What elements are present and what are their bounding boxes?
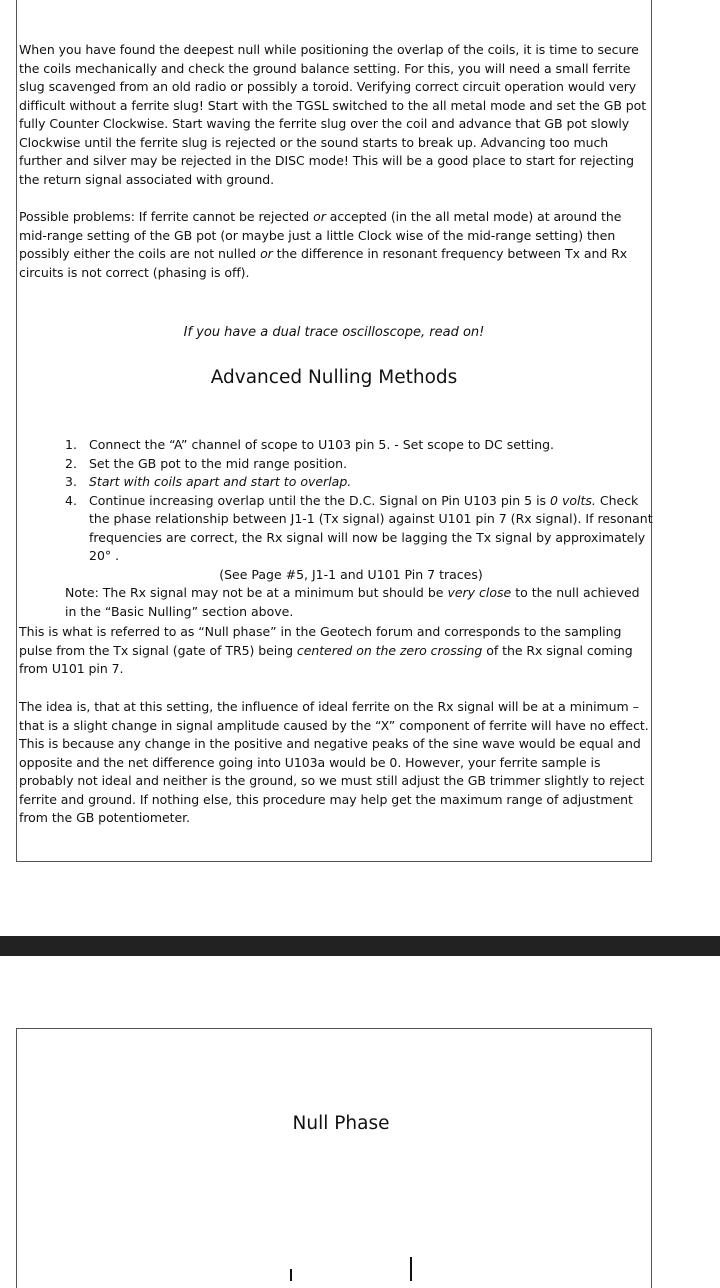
- page-reference: (See Page #5, J1-1 and U101 Pin 7 traces): [219, 566, 483, 582]
- step-text: Connect the “A” channel of scope to U103 pin 5. - Set scope to DC setting.: [89, 437, 555, 452]
- emphasis-or: or: [313, 209, 326, 224]
- steps-list: [65, 436, 653, 621]
- step-number: 3.: [65, 474, 77, 489]
- list-item: [65, 492, 653, 585]
- text-segment: Note: The Rx signal may not be at a minimum but should be: [65, 585, 448, 600]
- text-segment: accepted (in the all metal mode) at around the mid-range setting of the GB pot (or maybe just a little Clock wise of the mid-range setting) then possibly either the coils are not nulled: [19, 209, 622, 261]
- document-page: [16, 1028, 652, 1288]
- text-segment: the difference in resonant frequency between Tx and Rx circuits is not correct (phasing is off).: [19, 246, 628, 280]
- step-text: Continue increasing overlap until the the D.C. Signal on Pin U103 pin 5 is: [89, 492, 551, 508]
- step-number: 1.: [65, 437, 77, 452]
- emphasis-zero-volts: 0 volts.: [550, 492, 596, 508]
- list-item: [65, 436, 653, 455]
- list-item: [65, 473, 653, 492]
- emphasis-zero-crossing: centered on the zero crossing: [296, 642, 483, 658]
- section-heading: Advanced Nulling Methods: [210, 367, 458, 388]
- figure-trace-marker: [410, 1257, 412, 1281]
- step-text: Check the phase relationship between J1-1 (Tx signal) against U101 pin 7 (Rx signal). If resonant frequencies are correct, the Rx signal will now be lagging the Tx signal by approximately 20° .: [89, 492, 653, 563]
- step-number: 4.: [65, 492, 77, 508]
- emphasis-or: or: [260, 246, 273, 261]
- page-title: Null Phase: [292, 1113, 390, 1134]
- list-item: [65, 455, 653, 474]
- note-text: [65, 584, 653, 621]
- step-number: 2.: [65, 455, 77, 471]
- step-text: Set the GB pot to the mid range position.: [89, 455, 348, 471]
- page-separator-bar: [0, 936, 720, 956]
- step-text: Start with coils apart and start to overlap.: [89, 474, 352, 489]
- text-segment: This is what is referred to as “Null phase” in the Geotech forum and corresponds to the sampling pulse from the Tx signal (gate of TR5) being: [19, 624, 622, 658]
- paragraph-idea: The idea is, that at this setting, the influence of ideal ferrite on the Rx signal will be at a minimum – that is a slight change in signal amplitude caused by the “X” component of ferrite will have no effect. This is because any change in the positive and negative peaks of the sine wave would be equal and opposite and the net difference going into U103a would be 0. However, your ferrite sample is probably not ideal and neither is the ground, so we must still adjust the GB trimmer slightly to reject ferrite and ground. If nothing else, this procedure may help get the maximum range of adjustment from the GB potentiometer.: [19, 699, 649, 825]
- paragraph-possible-problems: [19, 208, 653, 282]
- figure-trace-marker: [290, 1269, 292, 1281]
- text-segment: to the null achieved in the “Basic Nulling” section above.: [65, 585, 640, 619]
- paragraph-null-phase: [19, 623, 653, 679]
- document-page: [16, 0, 652, 862]
- oscilloscope-subtitle: If you have a dual trace oscilloscope, read on!: [183, 325, 485, 340]
- text-segment: Possible problems: If ferrite cannot be rejected: [19, 209, 314, 224]
- emphasis-very-close: very close: [447, 585, 512, 600]
- text-segment: of the Rx signal coming from U101 pin 7.: [19, 642, 633, 676]
- paragraph-ground-balance: When you have found the deepest null while positioning the overlap of the coils, it is time to secure the coils mechanically and check the ground balance setting. For this, you will need a small ferrite slug scavenged from an old radio or possibly a toroid. Verifying correct circuit operation would very difficult without a ferrite slug! Start with the TGSL switched to the all metal mode and set the GB pot fully Counter Clockwise. Start waving the ferrite slug over the coil and advance that GB pot slowly Clockwise until the ferrite slug is rejected or the sound starts to break up. Advancing too much further and silver may be rejected in the DISC mode! This will be a good place to start for rejecting the return signal associated with ground.: [19, 42, 647, 187]
